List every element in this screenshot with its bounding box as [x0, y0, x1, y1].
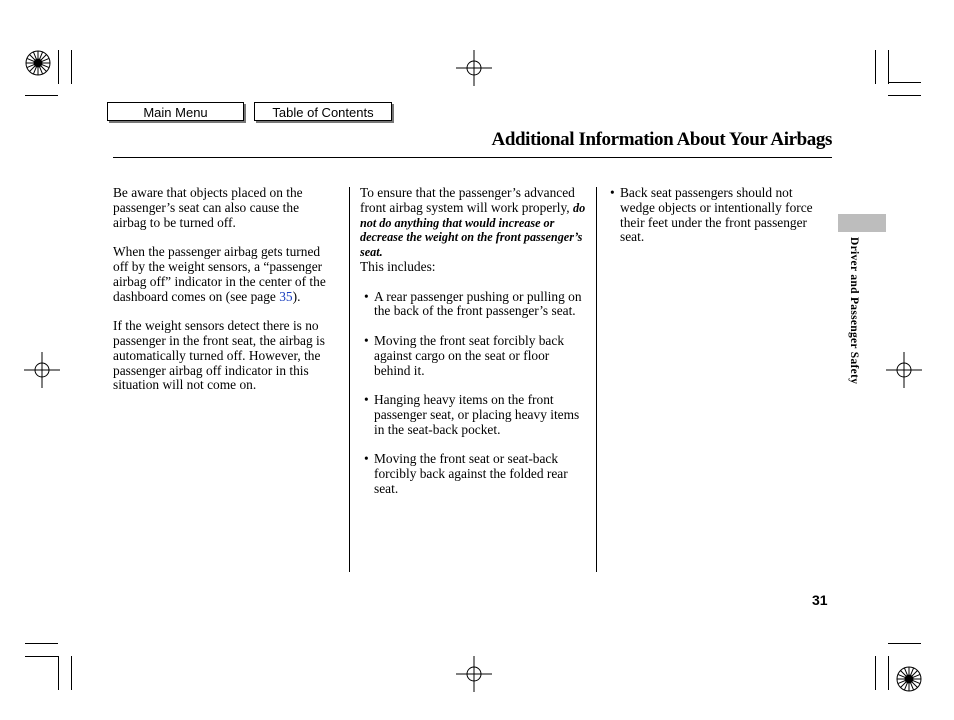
- crosshair-icon: [886, 352, 922, 388]
- paragraph: [360, 186, 588, 275]
- paragraph-text: ).: [292, 288, 301, 304]
- page-number: 31: [812, 592, 828, 608]
- list-item: • Back seat passengers should not wedge objects or intentionally force their feet under the front passenger seat.: [610, 186, 825, 245]
- crop-mark: [58, 656, 59, 690]
- table-of-contents-button[interactable]: Table of Contents: [254, 102, 392, 121]
- section-tab-marker: [838, 214, 886, 232]
- column-2: [360, 186, 588, 512]
- page-link[interactable]: 35: [279, 288, 293, 304]
- list-item: • A rear passenger pushing or pulling on the back of the front passenger’s seat.: [364, 290, 588, 320]
- list-item: • Moving the front seat or seat-back forcibly back against the folded rear seat.: [364, 452, 588, 496]
- column-divider: [349, 187, 350, 572]
- title-divider: [113, 157, 832, 158]
- crop-mark: [888, 656, 889, 690]
- crop-mark: [875, 656, 876, 690]
- column-1: [113, 186, 335, 408]
- column-3: [610, 186, 825, 260]
- section-label: Driver and Passenger Safety: [848, 237, 860, 385]
- crosshair-icon: [456, 656, 492, 692]
- paragraph: Be aware that objects placed on the passenger’s seat can also cause the airbag to be turned off.: [113, 185, 303, 230]
- crop-mark: [888, 643, 921, 644]
- paragraph: If the weight sensors detect there is no passenger in the front seat, the airbag is automatically turned off. However, the passenger airbag off indicator in this situation will not come on.: [113, 318, 325, 393]
- paragraph-text: To ensure that the passenger’s advanced front airbag system will work properly,: [360, 185, 575, 215]
- crop-mark: [25, 95, 58, 96]
- crosshair-icon: [456, 50, 492, 86]
- registration-starburst-icon: [24, 49, 52, 77]
- crop-mark: [58, 50, 59, 84]
- list-item: • Hanging heavy items on the front passenger seat, or placing heavy items in the seat-back pocket.: [364, 393, 588, 437]
- crop-mark: [25, 643, 58, 644]
- crop-mark: [888, 50, 889, 84]
- crop-mark: [888, 82, 921, 83]
- list-item: • Moving the front seat forcibly back against cargo on the seat or floor behind it.: [364, 334, 588, 378]
- page-title: Additional Information About Your Airbags: [491, 129, 832, 150]
- registration-starburst-icon: [895, 665, 923, 693]
- crop-mark: [71, 50, 72, 84]
- crosshair-icon: [24, 352, 60, 388]
- crop-mark: [71, 656, 72, 690]
- paragraph: [113, 245, 335, 304]
- crop-mark: [875, 50, 876, 84]
- paragraph-text: When the passenger airbag gets turned off by the weight sensors, a “passenger airbag off” indicator in the center of the dashboard comes on (see page: [113, 244, 326, 304]
- main-menu-button[interactable]: Main Menu: [107, 102, 244, 121]
- paragraph-text: This includes:: [360, 258, 436, 274]
- crop-mark: [25, 656, 58, 657]
- column-divider: [596, 187, 597, 572]
- emphasis-text: do not do anything that would increase or decrease the weight on the front passenger’s seat.: [360, 200, 586, 260]
- crop-mark: [888, 95, 921, 96]
